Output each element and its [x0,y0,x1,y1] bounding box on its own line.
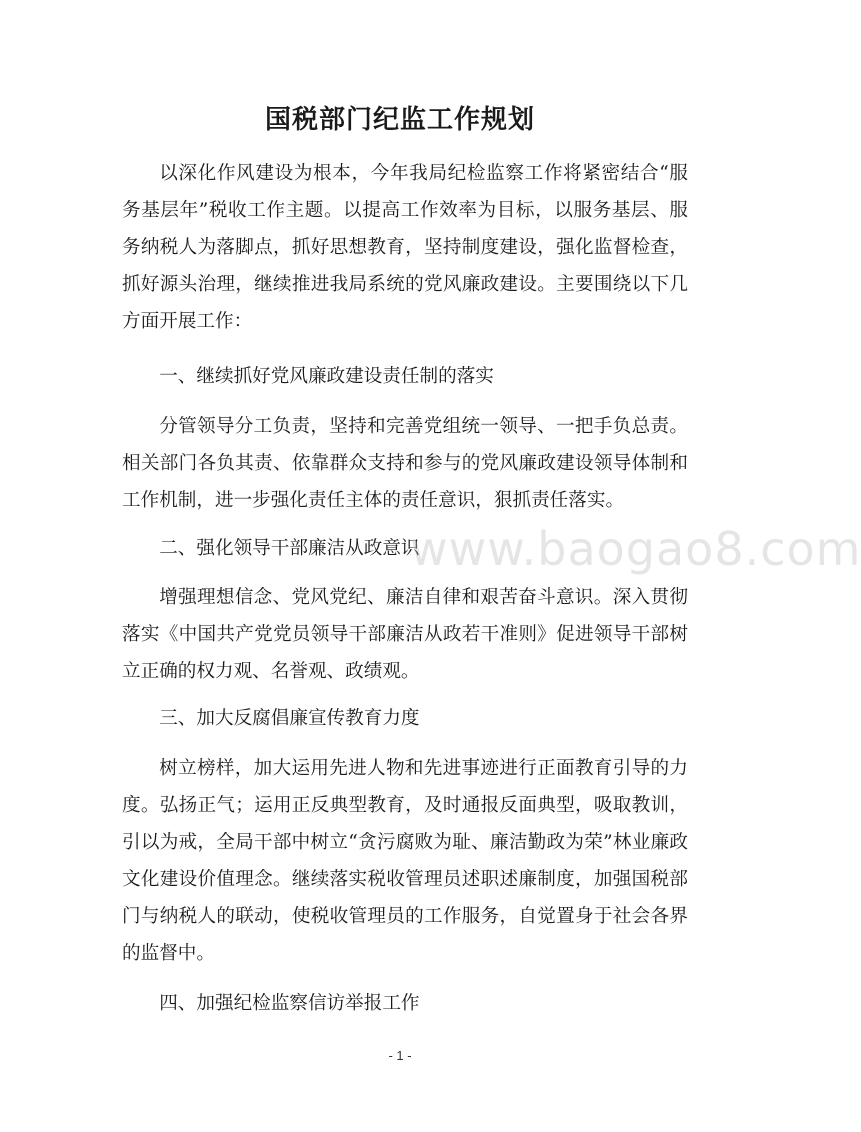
watermark: www.baogao8.com [410,522,861,576]
document-title: 国税部门纪监工作规划 [264,105,535,135]
intro-paragraph: 以深化作风建设为根本，今年我局纪检监察工作将紧密结合“服务基层年”税收工作主题。以提高工作效率为目标，以服务基层、服务纳税人为落脚点，抓好思想教育，坚持制度建设，强化监督检查，抓好源头治理，继续推进我局系统的党风廉政建设。主要围绕以下几方面开展工作： [122,163,688,332]
section-2-body: 增强理想信念、党风党纪、廉洁自律和艰苦奋斗意识。深入贯彻落实《中国共产党党员领导干部廉洁从政若干准则》促进领导干部树立正确的权力观、名誉观、政绩观。 [122,587,688,682]
section-1-body: 分管领导分工负责，坚持和完善党组统一领导、一把手负总责。相关部门各负其责、依靠群众支持和参与的党风廉政建设领导体制和工作机制，进一步强化责任主体的责任意识，狠抓责任落实。 [122,416,688,511]
section-1-heading: 一、继续抓好党风廉政建设责任制的落实 [159,366,494,387]
section-2-heading: 二、强化领导干部廉洁从政意识 [159,538,420,559]
section-3-body: 树立榜样，加大运用先进人物和先进事迹进行正面教育引导的力度。弘扬正气；运用正反典型教育，及时通报反面典型，吸取教训，引以为戒，全局干部中树立“贪污腐败为耻、廉洁勤政为荣”林业廉政文化建设价值理念。继续落实税收管理员述职述廉制度，加强国税部门与纳税人的联动，使税收管理员的工作服务，自觉置身于社会各界的监督中。 [122,758,688,964]
section-4-heading: 四、加强纪检监察信访举报工作 [159,993,420,1014]
section-3-heading: 三、加大反腐倡廉宣传教育力度 [159,708,420,729]
page-number: - 1 - [388,1048,412,1063]
